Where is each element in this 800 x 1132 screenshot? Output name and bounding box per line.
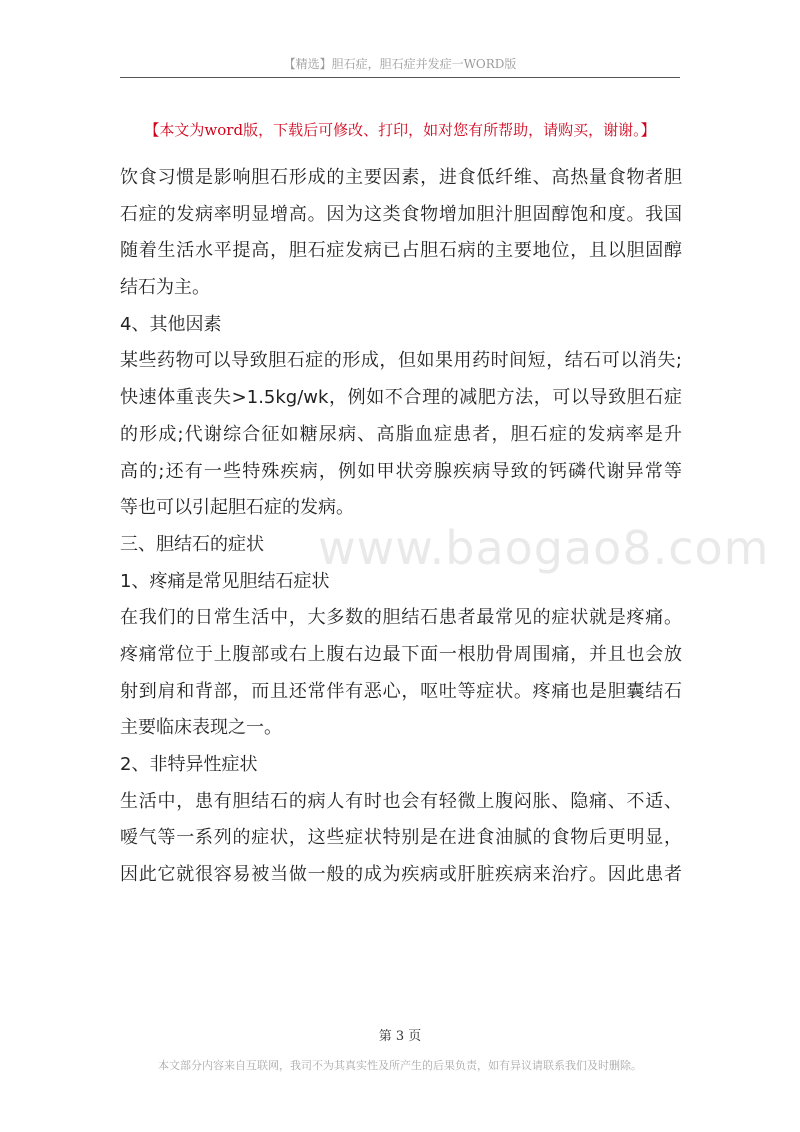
body-line: 主要临床表现之一。 <box>120 717 282 739</box>
body-line: 的形成;代谢综合征如糖尿病、高脂血症患者，胆石症的发病率是升 <box>120 423 682 445</box>
body-line: 等也可以引起胆石症的发病。 <box>120 497 354 519</box>
body-line: 生活中，患有胆结石的病人有时也会有轻微上腹闷胀、隐痛、不适、 <box>120 790 682 812</box>
body-line: 高的;还有一些特殊疾病，例如甲状旁腺疾病导致的钙磷代谢异常等 <box>120 460 682 482</box>
page-header-title: 【精选】胆石症，胆石症并发症一WORD版 <box>283 57 517 71</box>
body-line: 快速体重丧失>1.5kg/wk，例如不合理的减肥方法，可以导致胆石症 <box>120 387 682 409</box>
body-line: 石症的发病率明显增高。因为这类食物增加胆汁胆固醇饱和度。我国 <box>120 203 682 225</box>
body-line: 在我们的日常生活中，大多数的胆结石患者最常见的症状就是疼痛。 <box>120 607 682 629</box>
section-heading: 4、其他因素 <box>120 313 222 335</box>
download-notice: 【本文为word版，下载后可修改、打印，如对您有所帮助，请购买，谢谢。】 <box>144 121 656 139</box>
body-line: 随着生活水平提高，胆石症发病已占胆石病的主要地位，且以胆固醇 <box>120 240 682 262</box>
body-line: 嗳气等一系列的症状，这些症状特别是在进食油腻的食物后更明显， <box>120 827 682 849</box>
section-heading: 1、疼痛是常见胆结石症状 <box>120 570 330 592</box>
body-line: 疼痛常位于上腹部或右上腹右边最下面一根肋骨周围痛，并且也会放 <box>120 643 682 665</box>
page-number: 第 3 页 <box>378 1029 422 1044</box>
document-body <box>120 160 682 894</box>
section-heading: 三、胆结石的症状 <box>120 533 264 555</box>
body-line: 饮食习惯是影响胆石形成的主要因素，进食低纤维、高热量食物者胆 <box>120 167 682 188</box>
body-line: 射到肩和背部，而且还常伴有恶心，呕吐等症状。疼痛也是胆囊结石 <box>120 680 682 702</box>
body-line: 结石为主。 <box>120 277 210 299</box>
footer-disclaimer: 本文部分内容来自互联网，我司不为其真实性及所产生的后果负责，如有异议请联系我们及时删除。 <box>158 1059 642 1072</box>
header-divider <box>120 77 680 78</box>
section-heading: 2、非特异性症状 <box>120 754 258 775</box>
body-line: 因此它就很容易被当做一般的成为疾病或肝脏疾病来治疗。因此患者 <box>120 864 682 886</box>
body-line: 某些药物可以导致胆石症的形成，但如果用药时间短，结石可以消失; <box>120 350 682 372</box>
watermark-text: www.baogao8.com <box>318 521 770 575</box>
